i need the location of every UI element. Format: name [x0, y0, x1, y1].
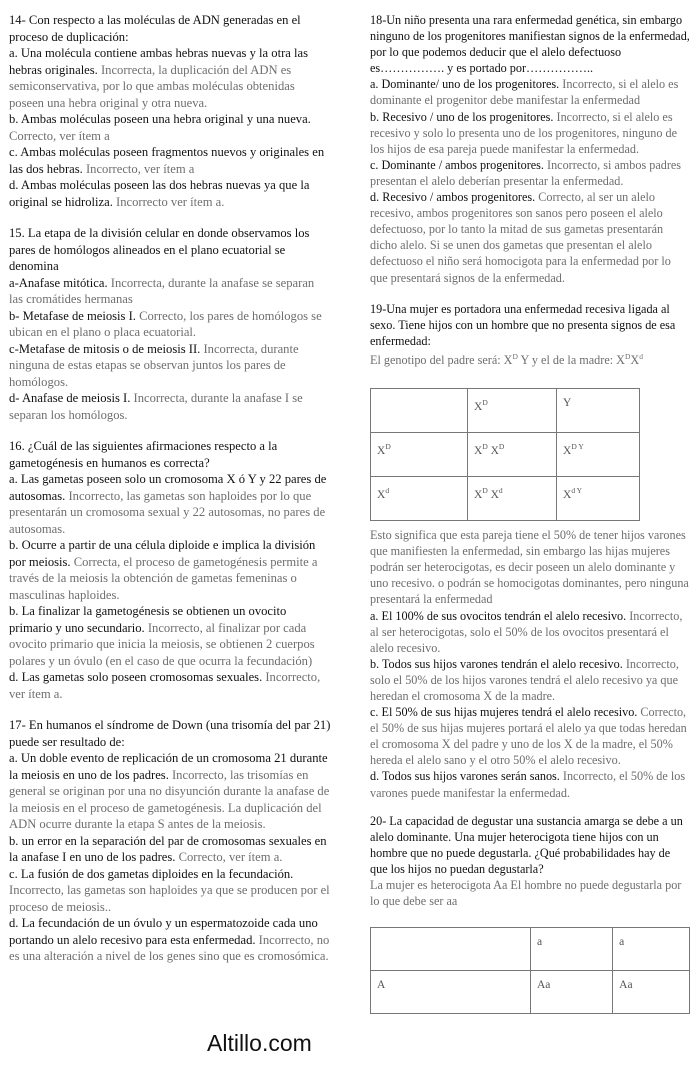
right-column: [370, 12, 690, 1029]
question-18: [370, 12, 690, 286]
option-14c: c. Ambas moléculas poseen fragmentos nuevos y originales en las dos hebras. Incorrecto, ver ítem a: [9, 145, 325, 176]
option-14a: a. Una molécula contiene ambas hebras nuevas y la otra las hebras originales. Incorrecta, la duplicación del ADN es semiconservativa, por lo que ambas moléculas obtenidas poseen una hebra original y otra nueva.: [9, 46, 308, 110]
question-16: [9, 438, 331, 702]
explanation-19: Esto significa que esta pareja tiene el 50% de tener hijos varones que manifiesten la enfermedad, sin embargo las hijas mujeres podrán ser heterocigotas, es decir poseen un alelo dominante y uno recesivo. o podrán se homocigotas dominantes, pero ninguna presentará la enfermedad: [370, 528, 689, 607]
option-15c: c-Metafase de mitosis o de meiosis II. Incorrecta, durante ninguna de estas etapas se observan juntos los pares de homólogos.: [9, 341, 299, 389]
punnett20-header-1: a: [531, 928, 613, 971]
option-16d: d. Las gametas solo poseen cromosomas sexuales. Incorrecto, ver ítem a.: [9, 670, 321, 701]
punnett20-header-2: a: [613, 928, 690, 971]
option-14d: d. Ambas moléculas poseen las dos hebras nuevas ya que la original se hidroliza. Incorrecto ver ítem a.: [9, 178, 310, 209]
option-17d: d. La fecundación de un óvulo y un espermatozoide cada uno portando un alelo recesivo para esta enfermedad. Incorrecto, no es una alteración a nivel de los genes sino que es cromosómica.: [9, 916, 330, 963]
question-20: [370, 813, 690, 1015]
punnett-cell-xdY: $X^{d Y}$: [557, 477, 640, 521]
option-15b: b- Metafase de meiosis I. Correcto, los pares de homólogos se ubican en el plano o placa ecuatorial.: [9, 308, 322, 339]
option-18c: c. Dominante / ambos progenitores. Incorrecto, si ambos padres presentan el alelo deberían presentar la enfermedad.: [370, 157, 682, 188]
option-17a: a. Un doble evento de replicación de un cromosoma 21 durante la meiosis en uno de los padres. Incorrecto, las trisomías en general se originan por una no disyunción durante la anafase de la meiosis en el proceso de gametogénesis. La duplicación del ADN ocurre durante la etapa S antes de la meiosis.: [9, 751, 330, 831]
option-18d: d. Recesivo / ambos progenitores. Correcto, al ser un alelo recesivo, ambos progenitores son sanos pero poseen el alelo defectuoso, por lo tanto la mitad de sus gametas presentarán dicho alelo. Si se unen dos gametas que presentan el alelo defectuoso el niño será homocigota para la enfermedad por lo que presentará signos de la enfermedad.: [370, 190, 671, 285]
option-16a: a. Las gametas poseen solo un cromosoma X ó Y y 22 pares de autosomas. Incorrecto, las gametas son haploides por lo que presentarán un cromosoma sexual y 22 autosomas, no pares de autosomas.: [9, 472, 327, 536]
punnett-row-xd: $X^d$: [371, 477, 468, 521]
punnett-square-20: [370, 927, 690, 1014]
option-17b: b. un error en la separación del par de cromosomas sexuales en la anafase I en uno de los padres. Correcto, ver ítem a.: [9, 833, 327, 864]
option-19d: d. Todos sus hijos varones serán sanos. Incorrecto, el 50% de los varones puede manifestar la enfermedad.: [370, 769, 686, 800]
question-17: [9, 717, 331, 965]
option-19b: b. Todos sus hijos varones tendrán el alelo recesivo. Incorrecto, solo el 50% de los hijos varones tendrá el alelo recesivo ya que heredan el cromosoma X de la madre.: [370, 656, 679, 703]
punnett-cell-xDxD: $X^D$ $X^D$: [468, 433, 557, 477]
question-15-title: 15. La etapa de la división celular en donde observamos los pares de homólogos alineados en el plano ecuatorial se denomina: [9, 226, 310, 273]
punnett-header-xd: $X^D$: [468, 389, 557, 433]
option-15a: a-Anafase mitótica. Incorrecta, durante la anafase se separan las cromátides hermanas: [9, 275, 315, 306]
punnett20-cell-1: Aa: [531, 971, 613, 1014]
option-18a: a. Dominante/ uno de los progenitores. Incorrecto, si el alelo es dominante el progenitor debe manifestar la enfermedad: [370, 77, 679, 108]
question-15: [9, 225, 331, 423]
question-20-title: 20- La capacidad de degustar una sustancia amarga se debe a un alelo dominante. Una mujer heterocigota tiene hijos con un hombre que no puede degustarla. ¿Qué probabilidades hay de que los hijos no puedan degustarla?: [370, 813, 683, 876]
option-19a: a. El 100% de sus ovocitos tendrán el alelo recesivo. Incorrecto, al ser heterocigotas, solo el 50% de los ovocitos presentará el alelo recesivo.: [370, 608, 683, 655]
genotype-line: El genotipo del padre será: $X^D$ Y y el de la madre: $X^DX^d$: [370, 351, 643, 367]
question-14: [9, 12, 331, 210]
option-19c: c. El 50% de sus hijas mujeres tendrá el alelo recesivo. Correcto, el 50% de sus hijas mujeres portará el alelo ya que todas heredan el cromosoma X del padre y uno de los X de la madre, el 50% hereda el alelo sano y el otro 50% el alelo recesivo.: [370, 705, 687, 768]
question-19: [370, 301, 690, 801]
option-15d: d- Anafase de meiosis I. Incorrecta, durante la anafase I se separan los homólogos.: [9, 391, 303, 422]
option-14b: b. Ambas moléculas poseen una hebra original y una nueva. Correcto, ver ítem a: [9, 112, 311, 143]
question-14-title: 14- Con respecto a las moléculas de ADN generadas en el proceso de duplicación:: [9, 13, 301, 44]
option-16b: b. Ocurre a partir de una célula diploide e implica la división por meiosis. Correcta, el proceso de gametogénesis permite a través de la meiosis la obtención de gametas femeninas o masculinas haploides.: [9, 538, 318, 602]
watermark-logo: Altillo.com: [207, 1030, 312, 1056]
punnett-cell-xDY: $X^{D Y}$: [557, 433, 640, 477]
option-18b: b. Recesivo / uno de los progenitores. Incorrecto, si el alelo es recesivo y solo lo presenta uno de los progenitores, ninguno de los hijos de esa pareja puede manifestar la enfermedad.: [370, 109, 677, 156]
punnett-row-xD: $X^D$: [371, 433, 468, 477]
punnett-header-y: Y: [557, 389, 640, 433]
question-16-title: 16. ¿Cuál de las siguientes afirmaciones respecto a la gametogénesis en humanos es correcta?: [9, 439, 278, 470]
question-19-title: 19-Una mujer es portadora una enfermedad recesiva ligada al sexo. Tiene hijos con un hombre que no presenta signos de esa enfermedad:: [370, 301, 676, 348]
note-20: La mujer es heterocigota Aa El hombre no puede degustarla por lo que debe ser aa: [370, 878, 682, 909]
question-18-title: 18-Un niño presenta una rara enfermedad genética, sin embargo ninguno de los progenitores manifiestan signos de la enfermedad, por lo que podemos deducir que el alelo defectuoso es……………. y es portado por……………..: [370, 13, 690, 76]
punnett-square-19: [370, 388, 640, 521]
option-17c: c. La fusión de dos gametas diploides en la fecundación. Incorrecto, las gametas son haploides ya que se producen por el proceso de meiosis..: [9, 866, 330, 914]
punnett20-row-label: A: [371, 971, 531, 1014]
punnett-cell-xDxd: $X^D$ $X^d$: [468, 477, 557, 521]
option-16c: b. La finalizar la gametogénesis se obtienen un ovocito primario y uno secundario. Incorrecto, al finalizar por cada ovocito primario que inicia la meiosis, se obtienen 2 cuerpos polares y un óvulo (en el caso de que ocurra la fecundación): [9, 604, 315, 668]
punnett20-cell-2: Aa: [613, 971, 690, 1014]
left-column: [9, 12, 331, 980]
punnett-corner: [371, 389, 468, 433]
question-17-title: 17- En humanos el síndrome de Down (una trisomía del par 21) puede ser resultado de:: [9, 718, 331, 749]
punnett20-corner: [371, 928, 531, 971]
